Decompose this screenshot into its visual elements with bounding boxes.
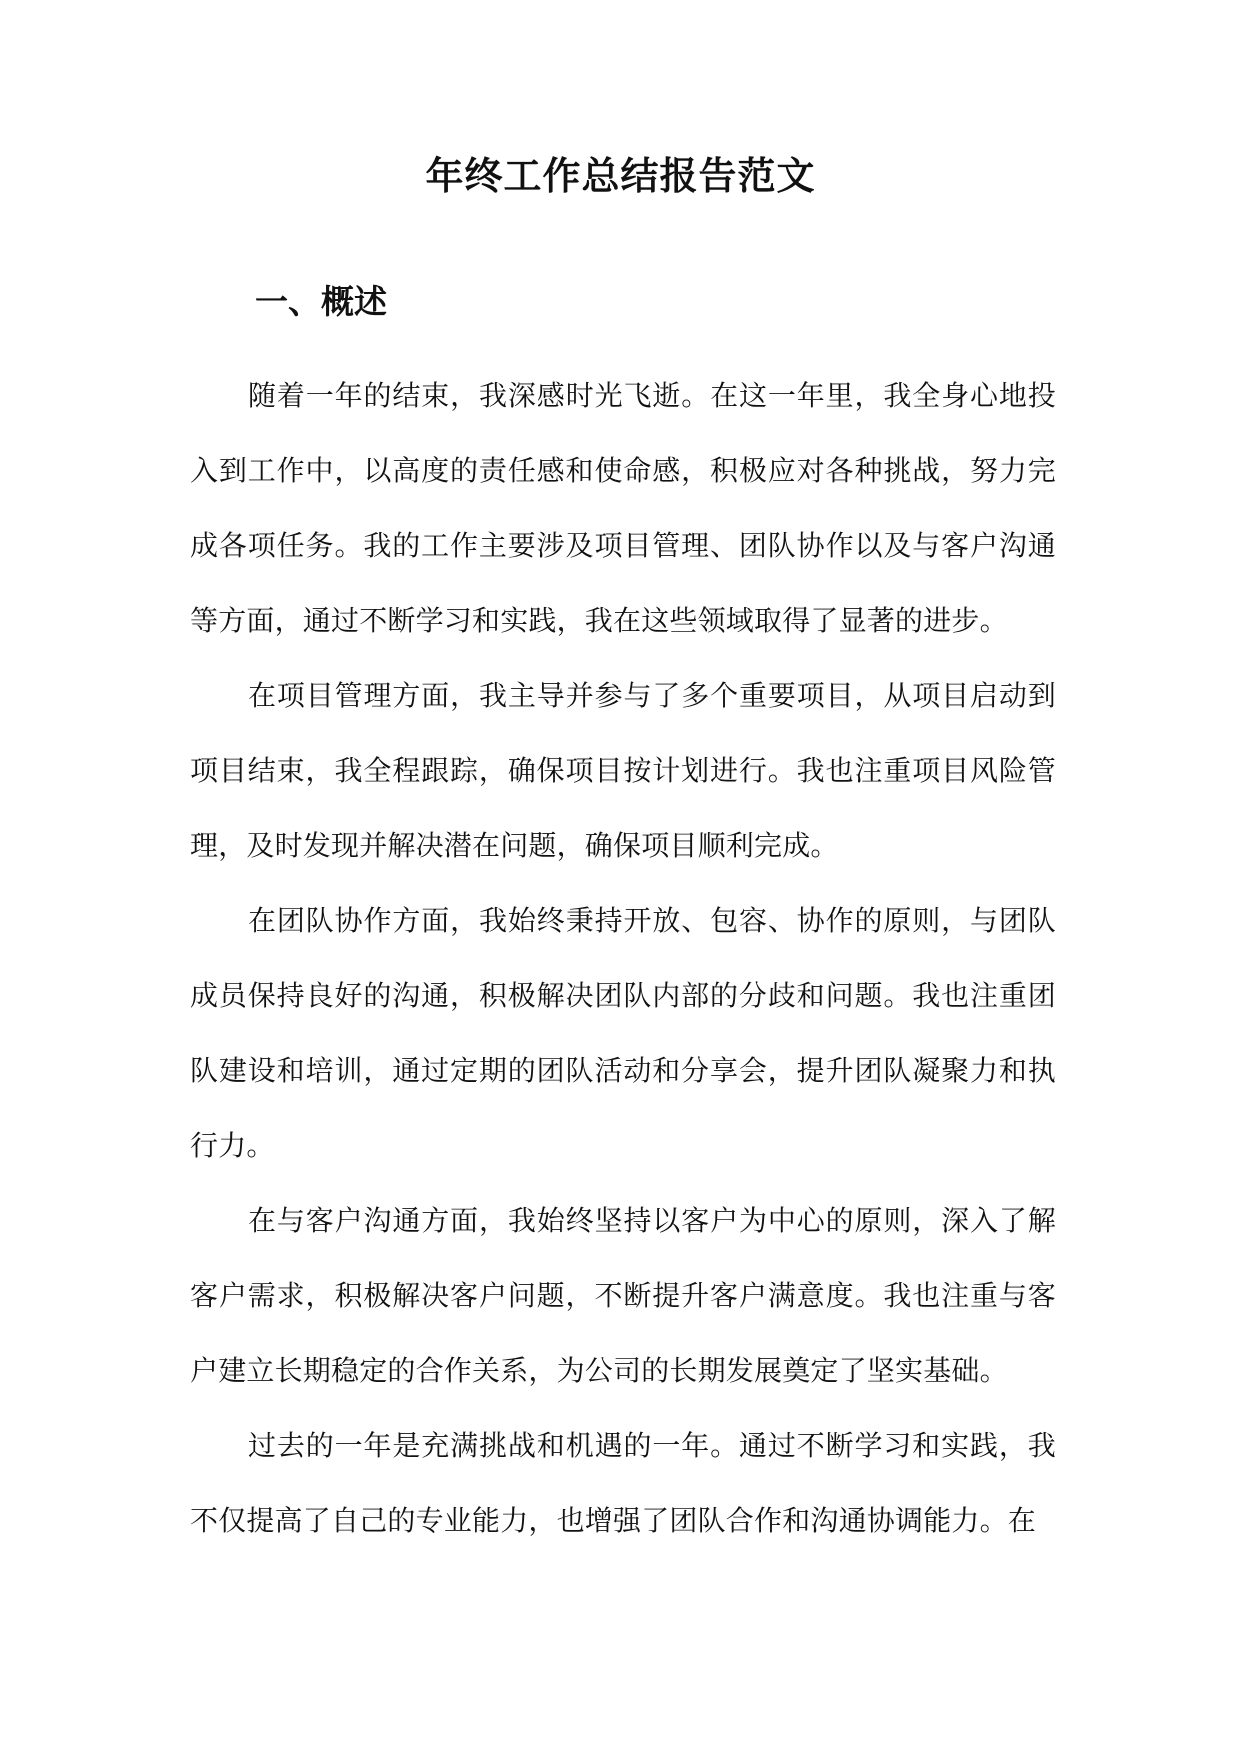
paragraph-team-collaboration: 在团队协作方面，我始终秉持开放、包容、协作的原则，与团队成员保持良好的沟通，积极解决团队内部的分歧和问题。我也注重团队建设和培训，通过定期的团队活动和分享会，提升团队凝聚力和执行力。 [190, 904, 1056, 1162]
section-heading-overview: 一、概述 [255, 282, 387, 321]
paragraph-intro: 随着一年的结束，我深感时光飞逝。在这一年里，我全身心地投入到工作中，以高度的责任感和使命感，积极应对各种挑战，努力完成各项任务。我的工作主要涉及项目管理、团队协作以及与客户沟通等方面，通过不断学习和实践，我在这些领域取得了显著的进步。 [190, 379, 1056, 637]
paragraph-client-communication: 在与客户沟通方面，我始终坚持以客户为中心的原则，深入了解客户需求，积极解决客户问题，不断提升客户满意度。我也注重与客户建立长期稳定的合作关系，为公司的长期发展奠定了坚实基础。 [190, 1204, 1056, 1387]
body-text [190, 358, 1056, 1558]
page-title: 年终工作总结报告范文 [425, 153, 816, 198]
paragraph-year-review: 过去的一年是充满挑战和机遇的一年。通过不断学习和实践，我不仅提高了自己的专业能力，也增强了团队合作和沟通协调能力。在 [190, 1429, 1056, 1537]
paragraph-project-management: 在项目管理方面，我主导并参与了多个重要项目，从项目启动到项目结束，我全程跟踪，确保项目按计划进行。我也注重项目风险管理，及时发现并解决潜在问题，确保项目顺利完成。 [190, 679, 1056, 862]
